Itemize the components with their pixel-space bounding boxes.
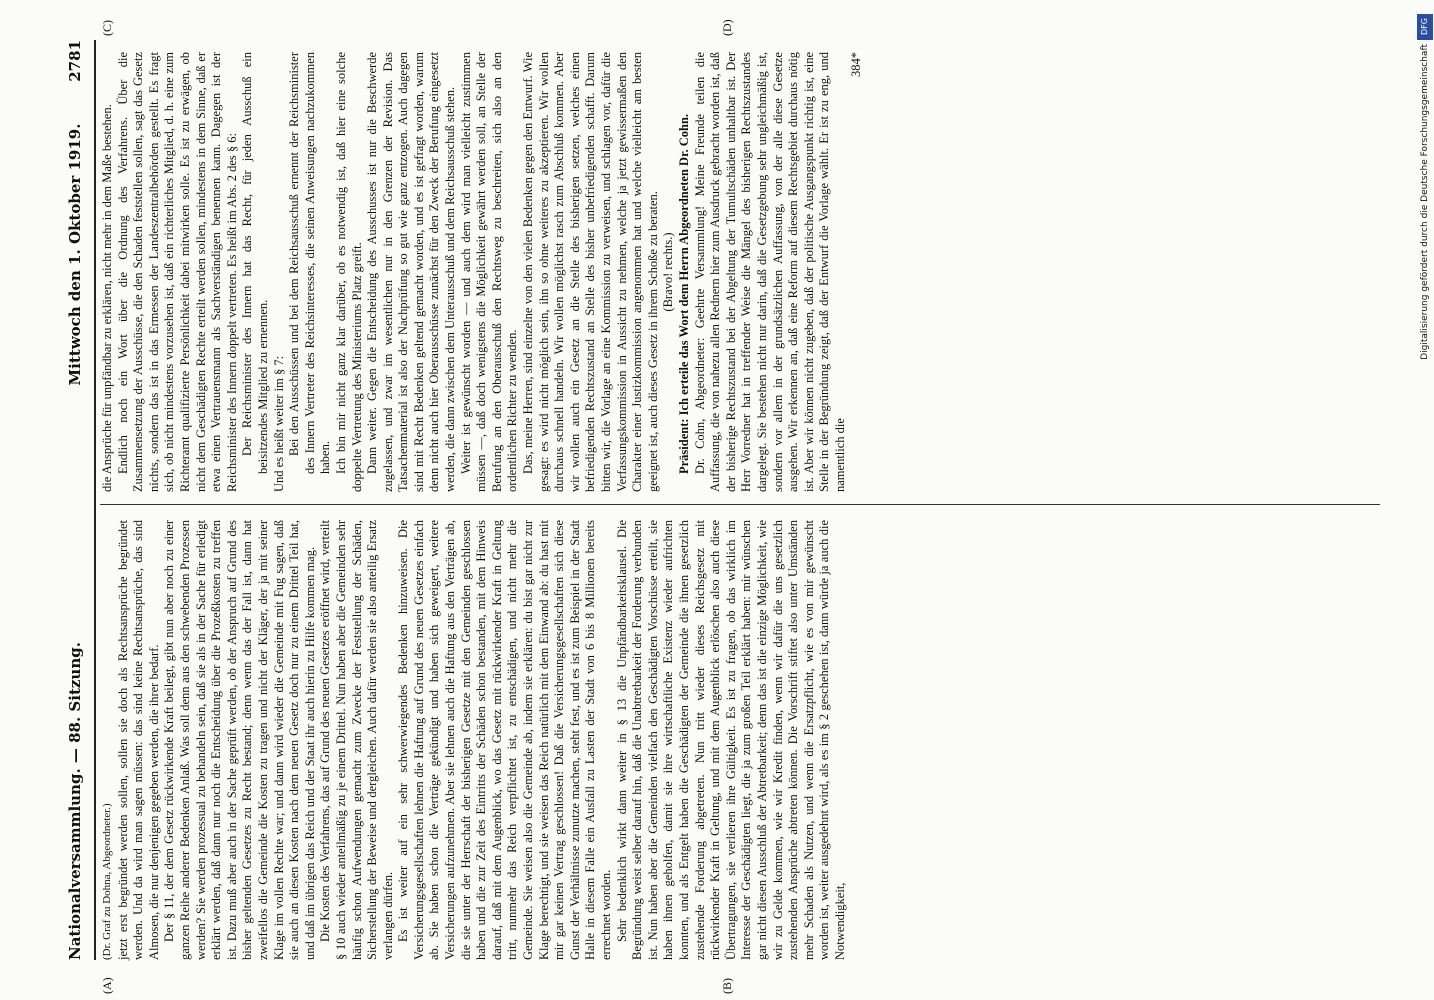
column-divider xyxy=(100,504,1380,505)
page-header xyxy=(60,40,94,960)
margin-marker-d: (D) xyxy=(720,19,734,36)
page-number: 2781 xyxy=(66,40,84,82)
paragraph: Dr. Cohn, Abgeordneter: Geehrte Versammlung! Meine Freunde teilen die Auffassung, die von nahezu allen Rednern hier zum Ausdruck gebracht worden ist, daß der bisherige Rechtszustand bei der Abgeltung der Tumultschäden unhaltbar ist. Der Herr Vorredner hat in treffender Weise die Mängel des bisherigen Rechtszustandes dargelegt. Sie bestehen nicht nur darin, daß die Gesetzgebung sehr ungleichmäßig ist, sondern vor allem in der grundsätzlichen Auffassung, von der alle diese Gesetze ausgehen. Wir erkennen an, daß eine Reform auf diesem Rechtsgebiet durchaus nötig ist. Aber wir können nicht zugeben, daß der politische Ausgangspunkt richtig ist, eine Stelle in der Begründung zeigt, daß der Entwurf die Vorlage wählt. Er ist zu eng, und namentlich die xyxy=(692,52,847,492)
header-rule xyxy=(94,40,96,960)
signature-mark: 384* xyxy=(848,52,863,77)
paragraph: Sehr bedenklich wirkt dann weiter in § 13 die Unpfändbarkeitsklausel. Die Begründung weist selber darauf hin, daß die Unabtretbarkeit der Forderung verbunden ist. Nun haben aber die Gemeinden vielfach den Geschädigten Vorschüsse erteilt, sie haben ihnen geholfen, damit sie ihre wirtschaftliche Existenz wieder aufrichten konnten, und als Entgelt haben die Geschädigten der Gemeinde die ihnen gesetzlich zustehende Forderung abgetreten. Nun tritt wieder dieses Reichsgesetz mit rückwirkender Kraft in Geltung, und mit dem Augenblick erlöschen also auch diese Übertragungen, sie verlieren ihre Gültigkeit. Es ist zu fragen, ob das wirklich im Interesse der Geschädigten liegt, die ja zum großen Teil erklärt haben: mir wünschen gar nicht diesen Ausschluß der Abtretbarkeit; denn das ist die einzige Möglichkeit, wie wir zu Gelde kommen, wie wir Kredit finden, wenn wir dafür die uns gesetzlich zustehenden Ansprüche abtreten können. Die Vorschrift stiftet also unter Umständen mehr Schaden als Nutzen, und wenn die Ersatzpflicht, wie es von mir gewünscht worden ist, weiter ausgedehnt wird, als es im § 2 geschehen ist, dann würde ja auch die Notwendigkeit, xyxy=(614,520,847,960)
header-left: Nationalversammlung. — 88. Sitzung. xyxy=(66,642,84,960)
paragraph: Das, meine Herren, sind einzelne von den vielen Bedenken gegen den Entwurf. Wie gesagt: es wird nicht möglich sein, ihn so ohne weiteres zu akzeptieren. Wir wollen durchaus schnell handeln. Wir wollen möglichst rasch zum Abschluß kommen. Aber wir wollen auch ein Gesetz an die Stelle des bisherigen setzen, welches einen befriedigenden Rechtszustand an Stelle des bisher unbefriedigenden schafft. Darum bitten wir, die Vorlage an eine Kommission zu verweisen, und schlagen vor, dafür die Verfassungskommission in Aussicht zu nehmen, welche ja jetzt gewissermaßen den Charakter einer Justizkommission angenommen hat und welche vielleicht am besten geeignet ist, auch dieses Gesetz in ihrem Schoße zu beraten. xyxy=(521,52,660,492)
header-date: Mittwoch den 1. Oktober 1919. xyxy=(66,123,84,386)
column-left xyxy=(100,520,1380,960)
header-right xyxy=(66,40,84,385)
paragraph: Weiter ist gewünscht worden — und auch dem wird man vielleicht zustimmen müssen —, daß doch wenigstens die Möglichkeit gewährt werden soll, an Stelle der Berufung an den Oberausschuß den Rechtsweg zu beschreiten, sich also an den ordentlichen Richter zu wenden. xyxy=(458,52,520,492)
paragraph: Die Kosten des Verfahrens, das auf Grund des neuen Gesetzes eröffnet wird, verteilt § 10 auch wieder anteilmäßig zu je einem Drittel. Nun haben aber die Gemeinden sehr häufig schon Aufwendungen gemacht zum Zwecke der Feststellung der Schäden, Sicherstellung der Beweise und dergleichen. Auch dafür werden sie also anteilig Ersatz verlangen dürfen. xyxy=(318,520,395,960)
paragraph: Endlich noch ein Wort über die Ordnung des Verfahrens. Über die Zusammensetzung der Ausschüsse, die den Schaden feststellen sollen, sagt das Gesetz nichts, sondern das ist in das Ermessen der Landeszentralbehörden gestellt. Es fragt sich, ob nicht mindestens vorzusehen ist, daß ein richterliches Mitglied, d. h. eine zum Richteramt qualifizierte Persönlichkeit dabei mitwirken solle. Es ist zu erwägen, ob nicht dem Geschädigten Rechte erteilt werden sollen, mindestens in dem Sinne, daß er etwa einen Vertrauensmann als Sachverständigen benennen kann. Dagegen ist der Reichsminister des Innern doppelt vertreten. Es heißt im Abs. 2 des § 6: xyxy=(115,52,239,492)
paragraph: Es ist weiter auf ein sehr schwerwiegendes Bedenken hinzuweisen. Die Versicherungsgesellschaften lehnen die Haftung auf Grund des neuen Gesetzes einfach ab. Sie haben schon die Verträge gekündigt und haben sich geweigert, weitere Versicherungen aufzunehmen. Aber sie lehnen auch die Haftung aus den Verträgen ab, die sie unter der Herrschaft der bisherigen Gesetze mit den Gemeinden geschlossen haben und die zur Zeit des Eintritts der Schäden schon bestanden, mit dem Hinweis darauf, daß mit dem Augenblick, wo das Gesetz mit rückwirkender Kraft in Geltung tritt, nunmehr das Reich verpflichtet ist, zu entschädigen, und nicht mehr die Gemeinde. Sie weisen also die Gemeinde ab, indem sie erklären: du bist gar nicht zur Klage berechtigt, und sie weisen das Reich natürlich mit dem Einwand ab: du hast mit mir gar keinen Vertrag geschlossen! Daß die Versicherungsgesellschaften sich diese Gunst der Verhältnisse zunutze machen, steht fest, und es ist zum Beispiel in der Stadt Halle in diesem Falle ein Ausfall zu Lasten der Stadt von 6 bis 8 Millionen bereits errechnet worden. xyxy=(396,520,613,960)
dfg-logo: DFG xyxy=(1417,14,1433,40)
paragraph: Präsident: Ich erteile das Wort dem Herrn Abgeordneten Dr. Cohn. xyxy=(676,113,691,474)
paragraph: die Ansprüche für unpfändbar zu erklären, nicht mehr in dem Maße bestehen. xyxy=(100,104,114,492)
paragraph: Dann weiter. Gegen die Entscheidung des Ausschusses ist nur die Beschwerde zugelassen, und zwar im wesentlichen nur in den Grenzen der Revision. Das Tatsachenmaterial ist also der Nachprüfung so gut wie ganz entzogen. Auch dagegen sind mit Recht Bedenken geltend gemacht worden, und es ist gefragt worden, warum denn nicht auch hier Oberausschüsse zunächst für den Zweck der Berufung eingesetzt werden, die dann zwischen dem Unterausschuß und dem Reichsausschuß stehen. xyxy=(365,52,458,492)
column-right xyxy=(100,52,1380,492)
speaker-note: (Dr. Graf zu Dohna, Abgeordneter.) xyxy=(101,803,113,960)
paragraph: Und es heißt weiter im § 7: xyxy=(271,355,286,492)
interjection: (Bravo! rechts.) xyxy=(661,232,676,312)
paragraph: Der § 11, der dem Gesetz rückwirkende Kraft beilegt, gibt nun aber noch zu einer ganzen Reihe anderer Bedenken Anlaß. Was soll denn aus den schwebenden Prozessen werden? Sie werden prozessual zu behandeln sein, daß sie als in der Sache für erledigt erklärt werden, daß dann nur noch die Entscheidung über die Prozeßkosten zu treffen ist. Dazu muß aber auch in der Sache geprüft werden, ob der Anspruch auf Grund des bisher geltenden Gesetzes zu Recht bestand; denn wenn das der Fall ist, dann hat zweifellos die Gemeinde die Kosten zu tragen und nicht der Kläger, der ja mit seiner Klage im vollen Rechte war; und dann wird wieder die Gemeinde mit Fug sagen, daß sie auch an diesen Kosten nach dem neuen Gesetz doch nur zu einem Drittel Teil hat, und daß im übrigen das Reich und der Staat ihr auch hierin zu Hilfe kommen mag. xyxy=(162,520,317,960)
quote: Der Reichsminister des Innern hat das Recht, für jeden Ausschuß ein beisitzendes Mitglied zu ernennen. xyxy=(240,52,270,474)
footer-strip xyxy=(1420,10,1434,990)
margin-marker-c: (C) xyxy=(100,20,114,36)
funding-note: Digitalisierung gefördert durch die Deutsche Forschungsgemeinschaft xyxy=(1420,44,1430,360)
paragraph: Ich bin mir nicht ganz klar darüber, ob es notwendig ist, daß hier eine solche doppelte Vertretung des Ministeriums Platz greift. xyxy=(333,52,364,492)
paragraph: jetzt erst begründet werden sollen, sollen sie doch als Rechtsansprüche begründet werden. Und da wird man sagen müssen: das sind keine Rechtsansprüche, das sind Almosen, die nur denjenigen gegeben werden, die ihrer bedarf. xyxy=(115,520,161,960)
margin-marker-a: (A) xyxy=(100,977,114,994)
quote: Bei den Ausschüssen und bei dem Reichsausschuß ernennt der Reichsminister des Innern Vertreter des Reichsinteresses, die seinen Anweisungen nachzukommen haben. xyxy=(287,52,333,474)
rotated-page xyxy=(60,19,1400,994)
margin-marker-b: (B) xyxy=(720,978,734,994)
